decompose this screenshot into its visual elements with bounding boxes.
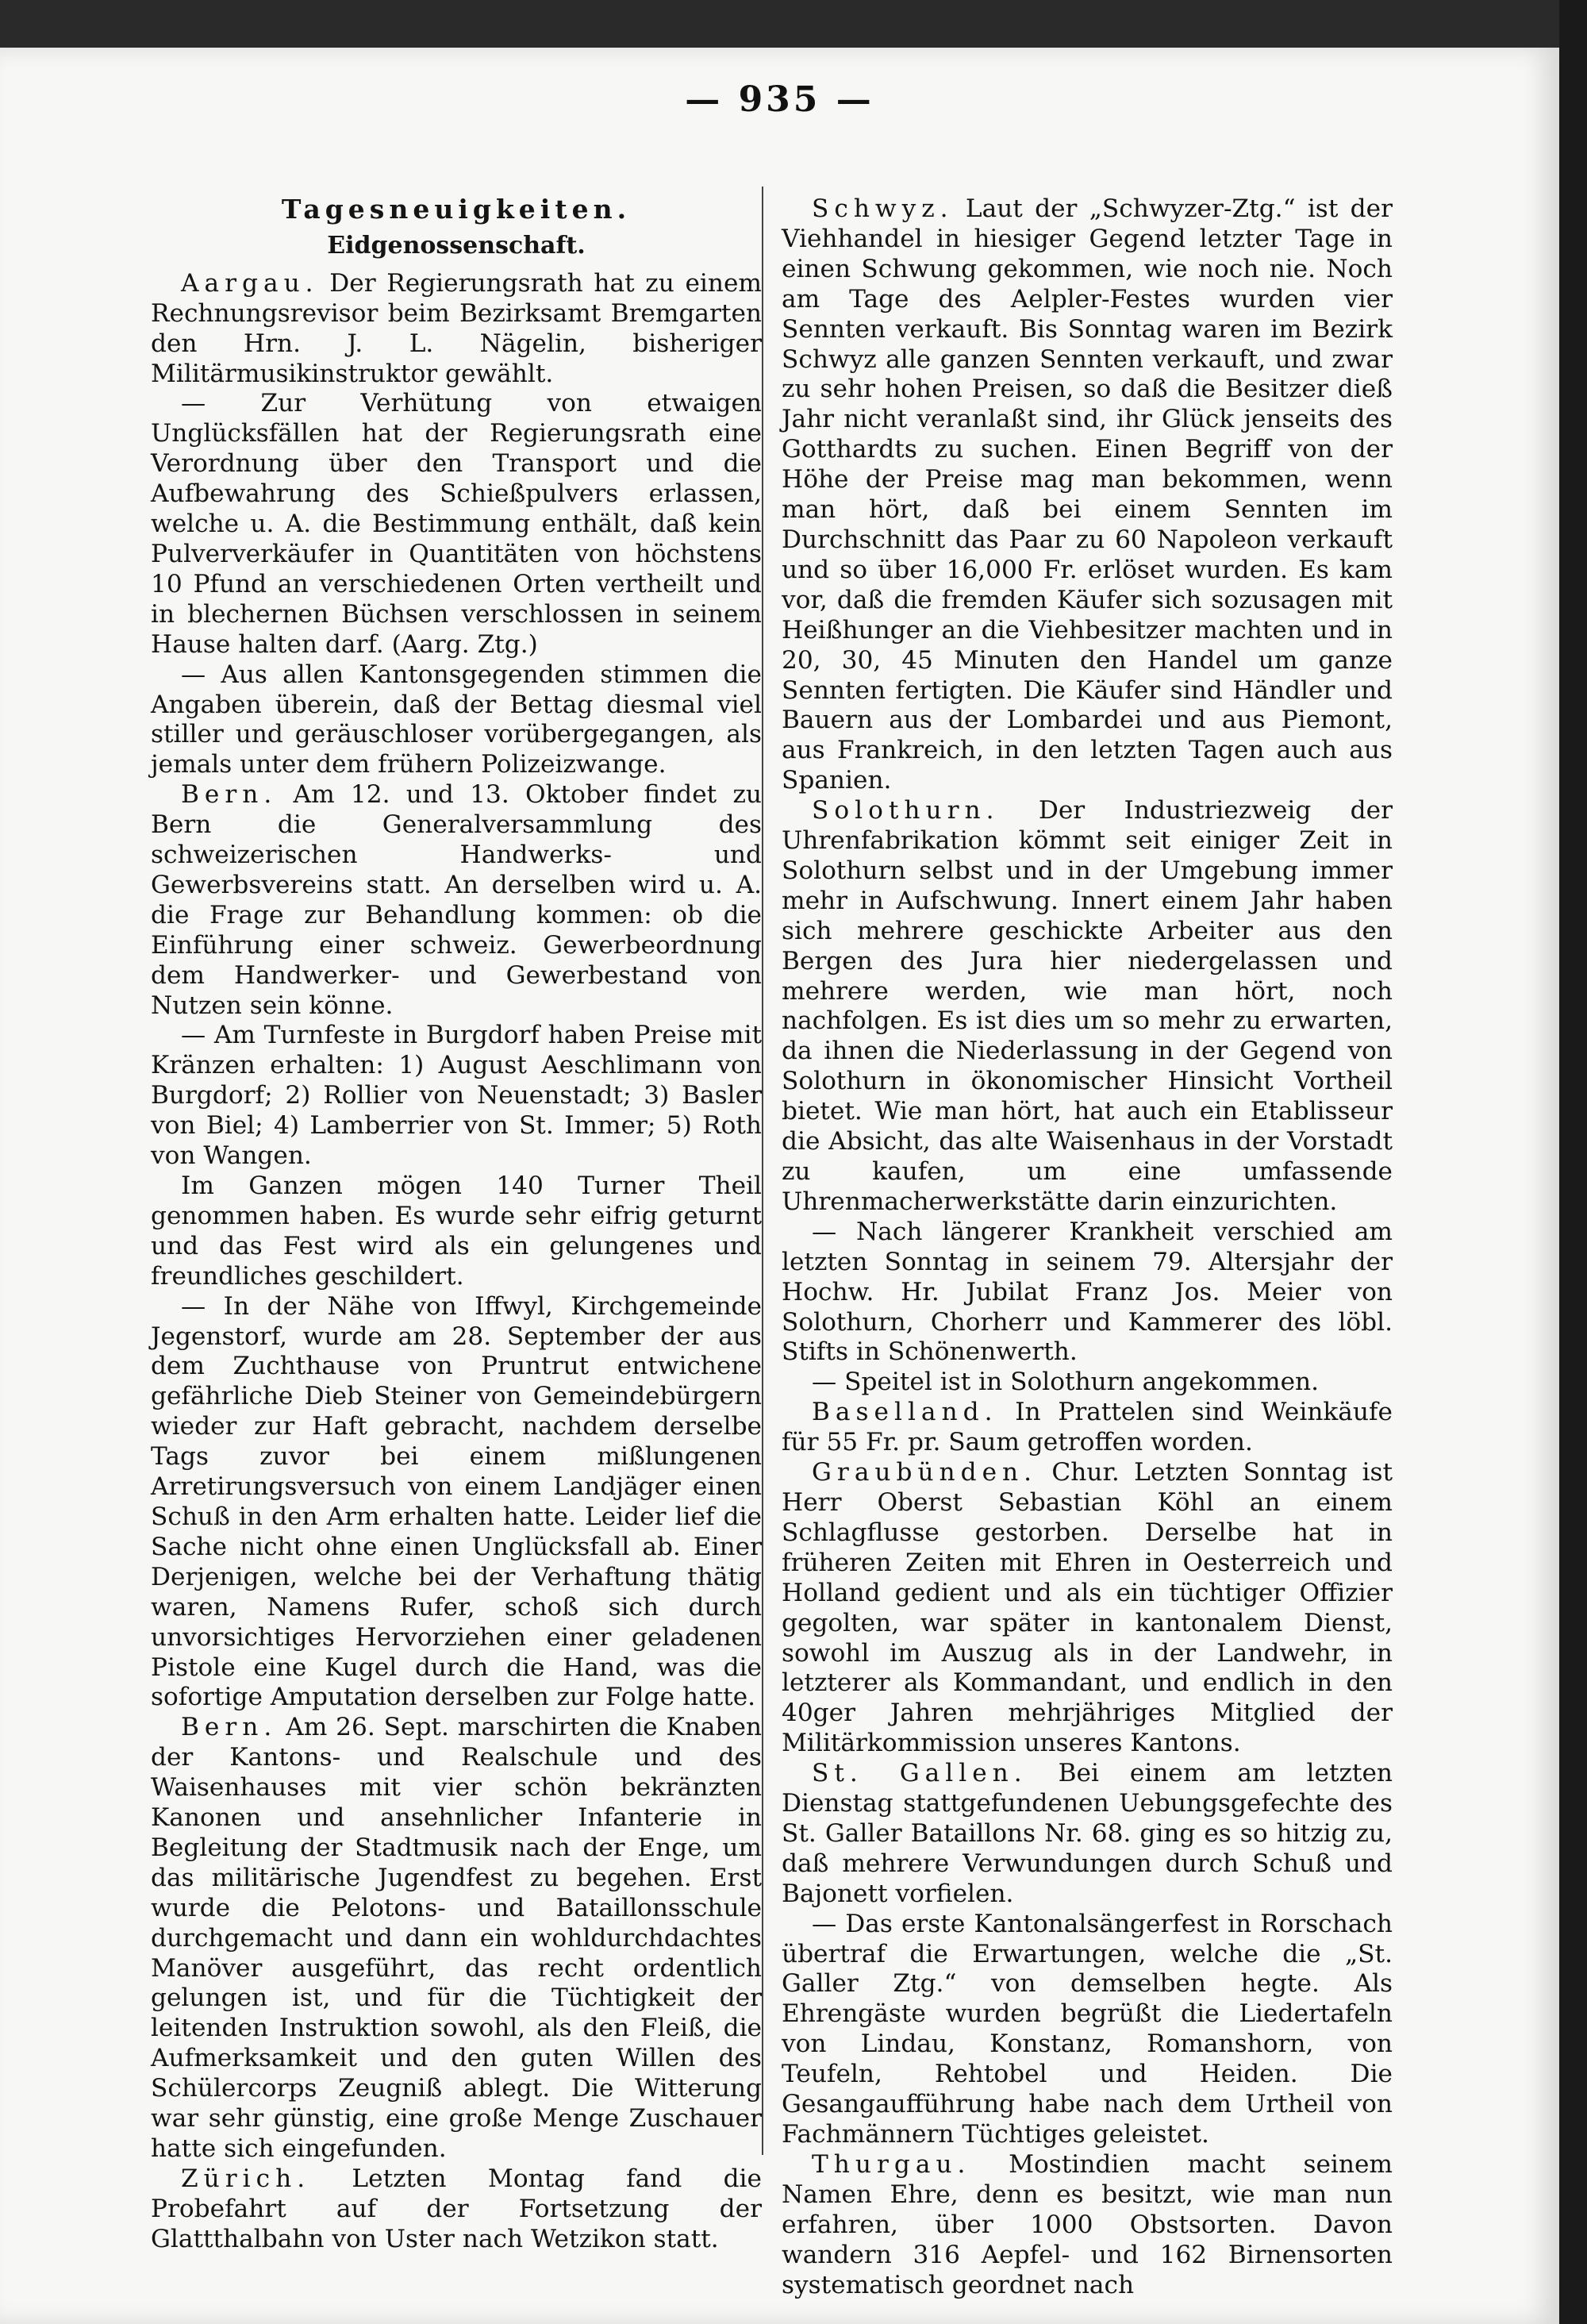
article-paragraph: [151, 269, 762, 390]
article-paragraph: [782, 1458, 1393, 1759]
section-subheading: Eidgenossenschaft.: [327, 231, 586, 260]
article-text: Am 26. Sept. marschirten die Knaben der Kantons- und Realschule und des Waisenhauses mit vier schön bekränzten Kanonen und ansehnlicher Infanterie in Begleitung der Stadtmusik nach der Enge, um das militärische Jugendfest zu begehen. Erst wurde die Pelotons- und Bataillonsschule durchgemacht und dann ein wohldurchdachtes Manöver ausgeführt, das recht ordentlich gelungen ist, und für die Tüchtigkeit der leitenden Instruktion sowohl, als den Fleiß, die Aufmerksamkeit und den guten Willen des Schülercorps Zeugniß ablegt. Die Witterung war sehr günstig, eine große Menge Zuschauer hatte sich eingefunden.: [151, 1713, 762, 2163]
article-paragraph: [151, 1021, 762, 1172]
article-text: Chur. Letzten Sonntag ist Herr Oberst Sebastian Köhl an einem Schlagflusse gestorben. Derselbe hat in früheren Zeiten mit Ehren in Oesterreich und Holland gedient und als ein tüchtiger Offizier gegolten, war später in kantonalem Dienst, sowohl im Auszug als in der Landwehr, in letzterer als Kommandant, und endlich in den 40ger Jahren mehrjähriges Mitglied der Militärkommission unseres Kantons.: [782, 1458, 1393, 1758]
section-heading: Tagesneuigkeiten.: [281, 194, 632, 225]
article-text: Mostindien macht seinem Namen Ehre, denn es besitzt, wie man nun erfahren, über 1000 Obstsorten. Davon wandern 316 Aepfel- und 162 Birnensorten systematisch geordnet nach: [782, 2149, 1393, 2299]
scan-right-border: [1559, 0, 1587, 2324]
article-text: — Am Turnfeste in Burgdorf haben Preise mit Kränzen erhalten: 1) August Aeschlimann von Burgdorf; 2) Rollier von Neuenstadt; 3) Basler von Biel; 4) Lamberrier von St. Immer; 5) Roth von Wangen.: [151, 1021, 762, 1171]
column-divider: [762, 187, 763, 2155]
article-location: Bern.: [181, 780, 278, 810]
article-paragraph: [151, 660, 762, 781]
article-location: Aargau.: [181, 268, 319, 298]
article-text: Bei einem am letzten Dienstag stattgefundenen Uebungsgefechte des St. Galler Bataillons Nr. 68. ging es so hitzig zu, daß mehrere Verwundungen durch Schuß und Bajonett vorfielen.: [782, 1759, 1393, 1908]
right-column: [782, 194, 1393, 2300]
article-text: In Prattelen sind Weinkäufe für 55 Fr. pr. Saum getroffen worden.: [782, 1398, 1393, 1457]
article-text: — In der Nähe von Iffwyl, Kirchgemeinde Jegenstorf, wurde am 28. September der aus dem Zuchthause von Pruntrut entwichene gefährliche Dieb Steiner von Gemeindebürgern wieder zur Haft gebracht, nachdem derselbe Tags zuvor bei einem mißlungenen Arretirungsversuch von einem Landjäger einen Schuß in den Arm erhalten hatte. Leider lief die Sache nicht ohne einen Unglücksfall ab. Einer Derjenigen, welche bei der Verhaftung thätig waren, Namens Rufer, schoß sich durch unvorsichtiges Hervorziehen einer geladenen Pistole eine Kugel durch die Hand, was die sofortige Amputation derselben zur Folge hatte.: [151, 1291, 762, 1712]
article-paragraph: [782, 1368, 1393, 1398]
article-location: Bern.: [181, 1713, 278, 1742]
article-paragraph: [151, 2164, 762, 2255]
article-paragraph: [782, 1910, 1393, 2150]
article-location: Solothurn.: [812, 796, 1000, 825]
article-paragraph: [151, 780, 762, 1021]
article-text: Der Regierungsrath hat zu einem Rechnungsrevisor beim Bezirksamt Bremgarten den Hrn. J. L. Nägelin, bisheriger Militärmusikinstruktor gewählt.: [151, 268, 762, 388]
article-paragraph: [782, 796, 1393, 1218]
article-paragraph: [782, 2150, 1393, 2301]
article-paragraph: [782, 1398, 1393, 1458]
article-text: Im Ganzen mögen 140 Turner Theil genommen haben. Es wurde sehr eifrig geturnt und das Fest wird als ein gelungenes und freundliches geschildert.: [151, 1172, 762, 1291]
article-text: — Zur Verhütung von etwaigen Unglücksfällen hat der Regierungsrath eine Verordnung über den Transport und die Aufbewahrung des Schießpulvers erlassen, welche u. A. die Bestimmung enthält, daß kein Pulververkäufer in Quantitäten von höchstens 10 Pfund an verschiedenen Orten vertheilt und in blechernen Büchsen verschlossen in seinem Hause halten darf. (Aarg. Ztg.): [151, 389, 762, 659]
page-number: — 935 —: [685, 79, 874, 120]
article-text: — Nach längerer Krankheit verschied am letzten Sonntag in seinem 79. Altersjahr der Hochw. Hr. Jubilat Franz Jos. Meier von Solothurn, Chorherr und Kammerer des löbl. Stifts in Schönenwerth.: [782, 1217, 1393, 1367]
article-text: Am 12. und 13. Oktober findet zu Bern die Generalversammlung des schweizerischen Handwerks- und Gewerbsvereins statt. An derselben wird u. A. die Frage zur Behandlung kommen: ob die Einführung einer schweiz. Gewerbeordnung dem Handwerker- und Gewerbestand von Nutzen sein könne.: [151, 780, 762, 1020]
scan-top-border: [0, 0, 1587, 48]
article-paragraph: [151, 1172, 762, 1292]
article-location: Graubünden.: [812, 1458, 1038, 1487]
article-text: Letzten Montag fand die Probefahrt auf der Fortsetzung der Glattthalbahn von Uster nach Wetzikon statt.: [151, 2164, 762, 2253]
article-paragraph: [782, 1759, 1393, 1910]
article-paragraph: [151, 1713, 762, 2164]
article-location: St. Gallen.: [812, 1759, 1028, 1788]
article-text: — Das erste Kantonalsängerfest in Rorschach übertraf die Erwartungen, welche die „St. Galler Ztg.“ von demselben hegte. Als Ehrengäste wurden begrüßt die Liedertafeln von Lindau, Konstanz, Romanshorn, von Teufeln, Rehtobel und Heiden. Die Gesangaufführung habe nach dem Urtheil von Fachmännern Tüchtiges geleistet.: [782, 1909, 1393, 2149]
article-text: Der Industriezweig der Uhrenfabrikation kömmt seit einiger Zeit in Solothurn selbst und in der Umgebung immer mehr in Aufschwung. Innert einem Jahr haben sich mehrere geschickte Arbeiter aus den Bergen des Jura hier niedergelassen und mehrere werden, wie man hört, noch nachfolgen. Es ist dies um so mehr zu erwarten, da ihnen die Niederlassung in der Gegend von Solothurn in ökonomischer Hinsicht Vortheil bietet. Wie man hört, hat auch ein Etablisseur die Absicht, das alte Waisenhaus in der Vorstadt zu kaufen, um eine umfassende Uhrenmacherwerkstätte darin einzurichten.: [782, 796, 1393, 1216]
article-paragraph: [151, 1292, 762, 1714]
article-text: — Aus allen Kantonsgegenden stimmen die Angaben überein, daß der Bettag diesmal viel stiller und geräuschloser vorübergegangen, als jemals unter dem frühern Polizeizwange.: [151, 660, 762, 779]
article-text: — Speitel ist in Solothurn angekommen.: [812, 1368, 1320, 1397]
article-location: Baselland.: [812, 1398, 998, 1427]
article-paragraph: [782, 194, 1393, 796]
article-paragraph: [151, 389, 762, 660]
article-location: Thurgau.: [812, 2149, 971, 2179]
article-text: Laut der „Schwyzer-Ztg.“ ist der Viehhandel in hiesiger Gegend letzter Tage in einen Schwung gekommen, wie noch nie. Noch am Tage des Aelpler-Festes wurden vier Sennten verkauft. Bis Sonntag waren im Bezirk Schwyz alle ganzen Sennten verkauft, und zwar zu sehr hohen Preisen, so daß die Besitzer dieß Jahr nicht veranlaßt sind, ihr Glück jenseits des Gotthardts zu suchen. Einen Begriff von der Höhe der Preise mag man bekommen, wenn man hört, daß bei einem Sennten im Durchschnitt das Paar zu 60 Napoleon verkauft und so über 16,000 Fr. erlöset wurden. Es kam vor, daß die fremden Käufer sich sozusagen mit Heißhunger an die Viehbesitzer machten und in 20, 30, 45 Minuten den Handel um ganze Sennten fertigten. Die Käufer sind Händler und Bauern aus der Lombardei und aus Piemont, aus Frankreich, in den letzten Tagen auch aus Spanien.: [782, 194, 1393, 795]
article-location: Zürich.: [181, 2164, 311, 2193]
article-location: Schwyz.: [812, 194, 954, 223]
article-paragraph: [782, 1218, 1393, 1368]
left-column: [151, 194, 762, 2255]
